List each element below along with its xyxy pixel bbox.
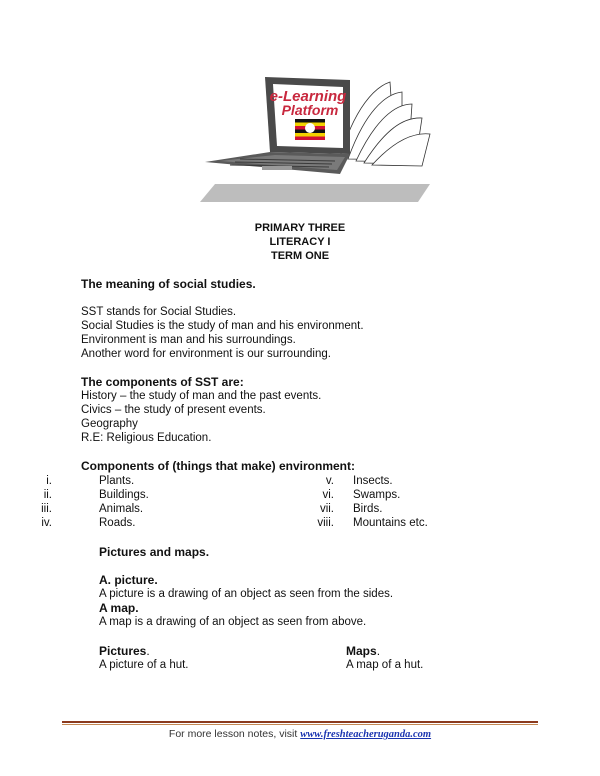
environment-components-heading: Components of (things that make) environment: bbox=[81, 459, 356, 473]
list-item: Buildings. bbox=[99, 489, 149, 501]
list-number: ii. bbox=[43, 489, 52, 501]
footer-rule-thin bbox=[62, 724, 538, 725]
logo-line2: Platform bbox=[281, 102, 339, 118]
header-grade: PRIMARY THREE bbox=[254, 222, 346, 234]
maps-label: Maps bbox=[346, 644, 377, 658]
picture-subheading: A. picture. bbox=[99, 573, 158, 587]
logo-line1: e-Learning bbox=[269, 88, 347, 105]
pictures-maps-heading: Pictures and maps. bbox=[99, 545, 210, 559]
list-item: Insects. bbox=[353, 475, 393, 487]
footer-rule bbox=[62, 721, 538, 723]
maps-period: . bbox=[376, 644, 381, 658]
list-item: Roads. bbox=[99, 517, 136, 529]
list-number: viii. bbox=[317, 517, 334, 529]
meaning-line-3: Environment is man and his surroundings. bbox=[81, 334, 296, 346]
list-item: Animals. bbox=[99, 503, 144, 515]
meaning-heading: The meaning of social studies. bbox=[81, 277, 256, 291]
e-learning-platform-logo bbox=[190, 62, 440, 212]
components-sst-line-1: History – the study of man and the past events. bbox=[81, 390, 322, 402]
meaning-line-1: SST stands for Social Studies. bbox=[81, 306, 237, 318]
components-sst-heading: The components of SST are: bbox=[81, 375, 244, 389]
list-number: i. bbox=[46, 475, 52, 487]
list-number: vii. bbox=[319, 503, 334, 515]
list-number: iv. bbox=[41, 517, 52, 529]
list-item: Birds. bbox=[353, 503, 383, 515]
meaning-line-2: Social Studies is the study of man and his environment. bbox=[81, 320, 364, 332]
maps-column-heading bbox=[346, 644, 380, 658]
list-item: Swamps. bbox=[353, 489, 401, 501]
footer-text: For more lesson notes, visit bbox=[168, 728, 301, 740]
list-number: vi. bbox=[322, 489, 334, 501]
pictures-label: Pictures bbox=[99, 644, 147, 658]
header-term: TERM ONE bbox=[270, 250, 330, 262]
list-number: iii. bbox=[41, 503, 52, 515]
components-sst-line-3: Geography bbox=[81, 418, 138, 430]
pictures-period: . bbox=[146, 644, 150, 658]
pictures-column-heading bbox=[99, 644, 150, 658]
list-number: v. bbox=[325, 475, 334, 487]
map-definition: A map is a drawing of an object as seen from above. bbox=[99, 616, 367, 628]
components-sst-line-4: R.E: Religious Education. bbox=[81, 432, 212, 444]
list-item: Mountains etc. bbox=[353, 517, 428, 529]
picture-of-hut: A picture of a hut. bbox=[99, 659, 189, 671]
footer-link[interactable]: www.freshteacheruganda.com bbox=[300, 729, 432, 740]
footer bbox=[0, 728, 600, 740]
header-subject: LITERACY I bbox=[269, 236, 331, 248]
picture-definition: A picture is a drawing of an object as seen from the sides. bbox=[99, 588, 394, 600]
list-item: Plants. bbox=[99, 475, 135, 487]
map-subheading: A map. bbox=[99, 601, 139, 615]
components-sst-line-2: Civics – the study of present events. bbox=[81, 404, 266, 416]
meaning-line-4: Another word for environment is our surrounding. bbox=[81, 348, 331, 360]
map-of-hut: A map of a hut. bbox=[346, 659, 424, 671]
